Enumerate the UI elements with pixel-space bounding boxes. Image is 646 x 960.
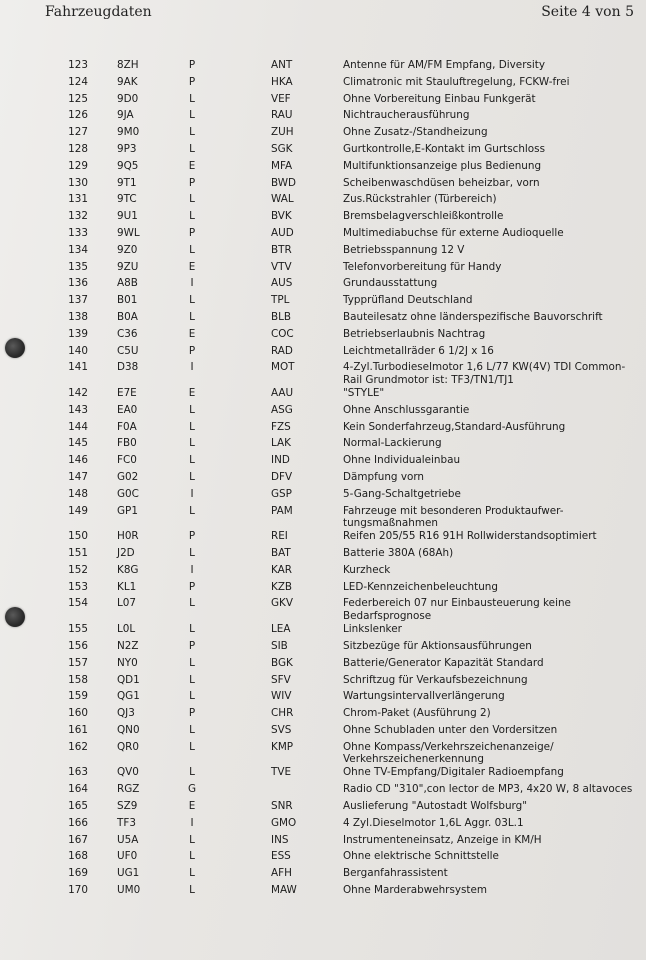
pr-code: 8ZH (117, 59, 139, 71)
table-row (0, 242, 646, 259)
pr-description: Radio CD "310",con lector de MP3, 4x20 W, 8 altavoces (343, 783, 633, 796)
pr-code: 9M0 (117, 126, 140, 139)
pr-code: SZ9 (117, 800, 138, 813)
pr-description: Ohne Vorbereitung Einbau Funkgerät (343, 92, 536, 105)
pr-kind: L (189, 454, 195, 467)
row-number: 140 (68, 344, 88, 357)
pr-code: UF0 (117, 850, 138, 863)
pr-kind: P (188, 580, 196, 593)
pr-code: J2D (117, 547, 135, 560)
pr-kind: L (189, 310, 195, 323)
table-row (0, 107, 646, 124)
pr-kind: I (190, 563, 194, 576)
table-row (0, 259, 646, 276)
row-number: 137 (68, 294, 88, 307)
pr-description: Ohne Schubladen unter den Vordersitzen (343, 723, 558, 736)
pr-description: Gurtkontrolle,E-Kontakt im Gurtschloss (343, 142, 545, 155)
pr-family: KZB (271, 580, 293, 593)
pr-family: TVE (271, 766, 292, 779)
pr-kind: L (189, 867, 195, 880)
pr-family: IND (271, 454, 290, 467)
pr-family: AUS (271, 277, 293, 290)
pr-code: QN0 (117, 723, 140, 736)
table-row (0, 175, 646, 192)
pr-kind: L (189, 723, 195, 736)
pr-code: UM0 (117, 884, 141, 897)
pr-description: Dämpfung vorn (343, 471, 424, 484)
pr-family: DFV (271, 471, 293, 484)
row-number: 154 (68, 597, 88, 610)
pr-kind: L (189, 109, 195, 122)
pr-description: Multifunktionsanzeige plus Bedienung (343, 159, 542, 172)
page-number: Seite 4 von 5 (541, 4, 634, 20)
pr-family: TPL (271, 294, 290, 307)
row-number: 151 (68, 547, 88, 560)
pr-kind: L (189, 294, 195, 307)
pr-kind: P (188, 226, 196, 239)
pr-kind: L (189, 403, 195, 416)
pr-description: Leichtmetallräder 6 1/2J x 16 (343, 344, 494, 357)
pr-description: Betriebsspannung 12 V (343, 243, 465, 256)
table-row (0, 191, 646, 208)
pr-kind: L (189, 142, 195, 155)
pr-family: BTR (271, 243, 292, 256)
pr-code: 9Q5 (117, 159, 139, 172)
row-number: 169 (68, 867, 88, 880)
pr-description: LED-Kennzeichenbeleuchtung (343, 580, 498, 593)
row-number: 125 (68, 92, 88, 105)
pr-code: QG1 (117, 690, 140, 703)
pr-family: MOT (271, 361, 295, 374)
row-number: 128 (68, 142, 88, 155)
row-number: 159 (68, 690, 88, 703)
table-row (0, 91, 646, 108)
pr-family: FZS (271, 420, 291, 433)
table-row (0, 528, 646, 545)
pr-kind: P (188, 639, 196, 652)
pr-description: Batterie/Generator Kapazität Standard (343, 656, 544, 669)
table-row (0, 705, 646, 722)
pr-description: Kurzheck (343, 563, 391, 576)
pr-description: Betriebserlaubnis Nachtrag (343, 327, 486, 340)
pr-family: GSP (271, 487, 292, 500)
pr-description: Instrumenteneinsatz, Anzeige in KM/H (343, 833, 542, 846)
pr-code: UG1 (117, 867, 140, 880)
table-row (0, 832, 646, 849)
pr-description: Sitzbezüge für Aktionsausführungen (343, 639, 532, 652)
table-row (0, 419, 646, 436)
pr-description: Kein Sonderfahrzeug,Standard-Ausführung (343, 420, 566, 433)
pr-code: D38 (117, 361, 139, 374)
pr-family: VEF (271, 92, 291, 105)
pr-family: INS (271, 833, 289, 846)
table-row (0, 225, 646, 242)
pr-kind: P (188, 707, 196, 720)
pr-description: Linkslenker (343, 623, 402, 636)
pr-family: WIV (271, 690, 292, 703)
table-row (0, 326, 646, 343)
pr-description: Climatronic mit Stauluftregelung, FCKW-frei (343, 75, 570, 88)
pr-kind: I (190, 816, 194, 829)
pr-description: Typprüfland Deutschland (343, 294, 473, 307)
row-number: 130 (68, 176, 88, 189)
pr-code: K8G (117, 563, 139, 576)
pr-description: Bremsbelagverschleißkontrolle (343, 210, 504, 223)
pr-code: A8B (117, 277, 138, 290)
table-row (0, 672, 646, 689)
row-number: 161 (68, 723, 88, 736)
table-row (0, 621, 646, 638)
pr-code: U5A (117, 833, 139, 846)
pr-kind: P (188, 530, 196, 543)
pr-kind: P (188, 176, 196, 189)
row-number: 134 (68, 243, 88, 256)
row-number: 123 (68, 59, 88, 71)
row-number: 167 (68, 833, 88, 846)
pr-description: Ohne Individualeinbau (343, 454, 461, 467)
pr-family: SGK (271, 142, 293, 155)
pr-code: 9T1 (117, 176, 137, 189)
pr-code: 9JA (117, 109, 134, 122)
pr-family: BWD (271, 176, 297, 189)
pr-family: CHR (271, 707, 294, 720)
pr-family: MAW (271, 884, 297, 897)
row-number: 149 (68, 504, 88, 517)
pr-code: E7E (117, 387, 137, 400)
pr-family: BLB (271, 310, 292, 323)
pr-code: 9TC (117, 193, 137, 206)
table-row (0, 57, 646, 74)
row-number: 131 (68, 193, 88, 206)
pr-family: HKA (271, 75, 293, 88)
table-row (0, 882, 646, 899)
pr-description: Zus.Rückstrahler (Türbereich) (343, 193, 497, 206)
row-number: 143 (68, 403, 88, 416)
row-number: 164 (68, 783, 88, 796)
pr-family: AFH (271, 867, 292, 880)
table-row (0, 435, 646, 452)
table-row (0, 545, 646, 562)
pr-code: 9ZU (117, 260, 139, 273)
pr-kind: L (189, 547, 195, 560)
pr-kind: P (188, 344, 196, 357)
pr-description: Grundausstattung (343, 277, 438, 290)
pr-kind: L (189, 690, 195, 703)
table-row (0, 798, 646, 815)
table-row (0, 562, 646, 579)
table-row (0, 781, 646, 798)
pr-family: BVK (271, 210, 292, 223)
pr-kind: I (190, 361, 194, 374)
pr-kind: L (189, 504, 195, 517)
pr-family: REI (271, 530, 288, 543)
table-row (0, 452, 646, 469)
pr-kind: L (189, 656, 195, 669)
table-row (0, 275, 646, 292)
pr-family: SNR (271, 800, 293, 813)
row-number: 138 (68, 310, 88, 323)
pr-code: C36 (117, 327, 138, 340)
pr-kind: I (190, 487, 194, 500)
row-number: 156 (68, 639, 88, 652)
pr-family: AUD (271, 226, 294, 239)
pr-description: Batterie 380A (68Ah) (343, 547, 454, 560)
pr-code: N2Z (117, 639, 139, 652)
row-number: 148 (68, 487, 88, 500)
pr-description: Ohne elektrische Schnittstelle (343, 850, 499, 863)
pr-description: Ohne TV-Empfang/Digitaler Radioempfang (343, 766, 564, 779)
pr-family: PAM (271, 504, 293, 517)
table-row (0, 486, 646, 503)
table-row (0, 865, 646, 882)
pr-description: Telefonvorbereitung für Handy (343, 260, 502, 273)
pr-code: B01 (117, 294, 138, 307)
row-number: 160 (68, 707, 88, 720)
pr-family: GMO (271, 816, 297, 829)
pr-family: KMP (271, 740, 294, 753)
row-number: 153 (68, 580, 88, 593)
table-row (0, 208, 646, 225)
pr-description: Ohne Marderabwehrsystem (343, 884, 488, 897)
pr-kind: E (188, 260, 196, 273)
pr-description: 4 Zyl.Dieselmotor 1,6L Aggr. 03L.1 (343, 816, 524, 829)
pr-family: SIB (271, 639, 288, 652)
row-number: 166 (68, 816, 88, 829)
pr-description: "STYLE" (343, 387, 385, 400)
row-number: 165 (68, 800, 88, 813)
pr-kind: P (188, 75, 196, 88)
pr-description: Nichtraucherausführung (343, 109, 470, 122)
pr-kind: L (189, 884, 195, 897)
row-number: 162 (68, 740, 88, 753)
row-number: 144 (68, 420, 88, 433)
row-number: 146 (68, 454, 88, 467)
pr-description: Ohne Anschlussgarantie (343, 403, 470, 416)
pr-family: BAT (271, 547, 291, 560)
row-number: 145 (68, 437, 88, 450)
pr-kind: L (189, 766, 195, 779)
row-number: 142 (68, 387, 88, 400)
pr-family: GKV (271, 597, 293, 610)
row-number: 132 (68, 210, 88, 223)
row-number: 147 (68, 471, 88, 484)
pr-family: BGK (271, 656, 293, 669)
table-row (0, 848, 646, 865)
row-number: 152 (68, 563, 88, 576)
pr-family: RAU (271, 109, 293, 122)
pr-family: MFA (271, 159, 293, 172)
pr-description: 5-Gang-Schaltgetriebe (343, 487, 461, 500)
pr-description: Reifen 205/55 R16 91H Rollwiderstandsoptimiert (343, 530, 597, 543)
pr-code: B0A (117, 310, 138, 323)
row-number: 141 (68, 361, 88, 374)
pr-kind: I (190, 277, 194, 290)
table-row (0, 402, 646, 419)
pr-code: L07 (117, 597, 137, 610)
pr-family: ASG (271, 403, 293, 416)
pr-family: LEA (271, 623, 291, 636)
pr-kind: E (188, 800, 196, 813)
pr-family: ESS (271, 850, 291, 863)
pr-description: Ohne Zusatz-/Standheizung (343, 126, 488, 139)
pr-family: VTV (271, 260, 292, 273)
pr-description: Berganfahrassistent (343, 867, 448, 880)
pr-kind: E (188, 159, 196, 172)
pr-kind: L (189, 597, 195, 610)
pr-description: Wartungsintervallverlängerung (343, 690, 505, 703)
row-number: 135 (68, 260, 88, 273)
pr-kind: L (189, 437, 195, 450)
row-number: 157 (68, 656, 88, 669)
pr-code: GP1 (117, 504, 138, 517)
pr-code: C5U (117, 344, 139, 357)
table-row (0, 739, 646, 765)
table-row (0, 655, 646, 672)
pr-code: 9U1 (117, 210, 138, 223)
row-number: 124 (68, 75, 88, 88)
pr-code: 9P3 (117, 142, 137, 155)
row-number: 170 (68, 884, 88, 897)
table-row (0, 579, 646, 596)
table-row (0, 74, 646, 91)
row-number: 158 (68, 673, 88, 686)
pr-code: G0C (117, 487, 139, 500)
table-row (0, 359, 646, 385)
pr-kind: L (189, 673, 195, 686)
pr-code: G02 (117, 471, 139, 484)
pr-description: Multimediabuchse für externe Audioquelle (343, 226, 564, 239)
pr-description: Fahrzeuge mit besonderen Produktaufwer-tungsmaßnahmen (343, 504, 564, 530)
pr-kind: E (188, 327, 196, 340)
pr-family: COC (271, 327, 294, 340)
pr-kind: L (189, 420, 195, 433)
pr-code: RGZ (117, 783, 140, 796)
row-number: 136 (68, 277, 88, 290)
table-row (0, 343, 646, 360)
pr-family: SVS (271, 723, 292, 736)
pr-kind: L (189, 740, 195, 753)
table-row (0, 638, 646, 655)
pr-kind: E (188, 387, 196, 400)
table-row (0, 124, 646, 141)
pr-description: Bauteilesatz ohne länderspezifische Bauvorschrift (343, 310, 603, 323)
pr-family: WAL (271, 193, 294, 206)
pr-kind: L (189, 471, 195, 484)
pr-family: ZUH (271, 126, 294, 139)
row-number: 139 (68, 327, 88, 340)
pr-code: L0L (117, 623, 136, 636)
pr-description: Schriftzug für Verkaufsbezeichnung (343, 673, 528, 686)
pr-kind: L (189, 833, 195, 846)
pr-family: KAR (271, 563, 292, 576)
table-row (0, 764, 646, 781)
table-row (0, 595, 646, 621)
pr-description: Scheibenwaschdüsen beheizbar, vorn (343, 176, 540, 189)
pr-code: FC0 (117, 454, 137, 467)
row-number: 133 (68, 226, 88, 239)
row-number: 126 (68, 109, 88, 122)
row-number: 155 (68, 623, 88, 636)
pr-code: 9Z0 (117, 243, 138, 256)
table-row (0, 385, 646, 402)
pr-description: Chrom-Paket (Ausführung 2) (343, 707, 491, 720)
pr-code: QD1 (117, 673, 140, 686)
table-row (0, 722, 646, 739)
pr-family: SFV (271, 673, 291, 686)
pr-kind: L (189, 92, 195, 105)
pr-description: Normal-Lackierung (343, 437, 442, 450)
pr-kind: L (189, 850, 195, 863)
pr-family: RAD (271, 344, 293, 357)
table-row (0, 503, 646, 529)
row-number: 127 (68, 126, 88, 139)
table-row (0, 688, 646, 705)
pr-code: KL1 (117, 580, 137, 593)
table-row (0, 815, 646, 832)
pr-code: EA0 (117, 403, 138, 416)
document-title: Fahrzeugdaten (45, 4, 152, 20)
pr-code: 9WL (117, 226, 140, 239)
pr-family: AAU (271, 387, 294, 400)
pr-code: QV0 (117, 766, 139, 779)
pr-code: 9D0 (117, 92, 139, 105)
pr-description: 4-Zyl.Turbodieselmotor 1,6 L/77 KW(4V) TDI Common-Rail Grundmotor ist: TF3/TN1/TJ1 (343, 361, 626, 386)
pr-code: NY0 (117, 656, 138, 669)
pr-kind: L (189, 193, 195, 206)
row-number: 168 (68, 850, 88, 863)
pr-description: Ohne Kompass/Verkehrszeichenanzeige/ Verkehrszeichenerkennung (343, 740, 554, 766)
equipment-list (0, 57, 646, 899)
pr-kind: L (189, 210, 195, 223)
table-row (0, 292, 646, 309)
table-row (0, 309, 646, 326)
row-number: 150 (68, 530, 88, 543)
pr-code: FB0 (117, 437, 137, 450)
pr-code: H0R (117, 530, 139, 543)
pr-kind: L (189, 126, 195, 139)
pr-kind: L (189, 243, 195, 256)
pr-code: 9AK (117, 75, 138, 88)
table-row (0, 158, 646, 175)
pr-code: QR0 (117, 740, 140, 753)
pr-kind: G (187, 783, 197, 796)
pr-description: Federbereich 07 nur Einbausteuerung keine Bedarfsprognose (343, 597, 571, 622)
pr-code: QJ3 (117, 707, 135, 720)
table-row (0, 469, 646, 486)
row-number: 129 (68, 159, 88, 172)
pr-kind: L (189, 623, 195, 636)
pr-family: LAK (271, 437, 291, 450)
pr-kind: P (188, 59, 196, 71)
pr-description: Auslieferung "Autostadt Wolfsburg" (343, 800, 528, 813)
pr-family: ANT (271, 59, 293, 71)
pr-code: F0A (117, 420, 137, 433)
row-number: 163 (68, 766, 88, 779)
pr-code: TF3 (117, 816, 136, 829)
table-row (0, 141, 646, 158)
pr-description: Antenne für AM/FM Empfang, Diversity (343, 59, 545, 71)
